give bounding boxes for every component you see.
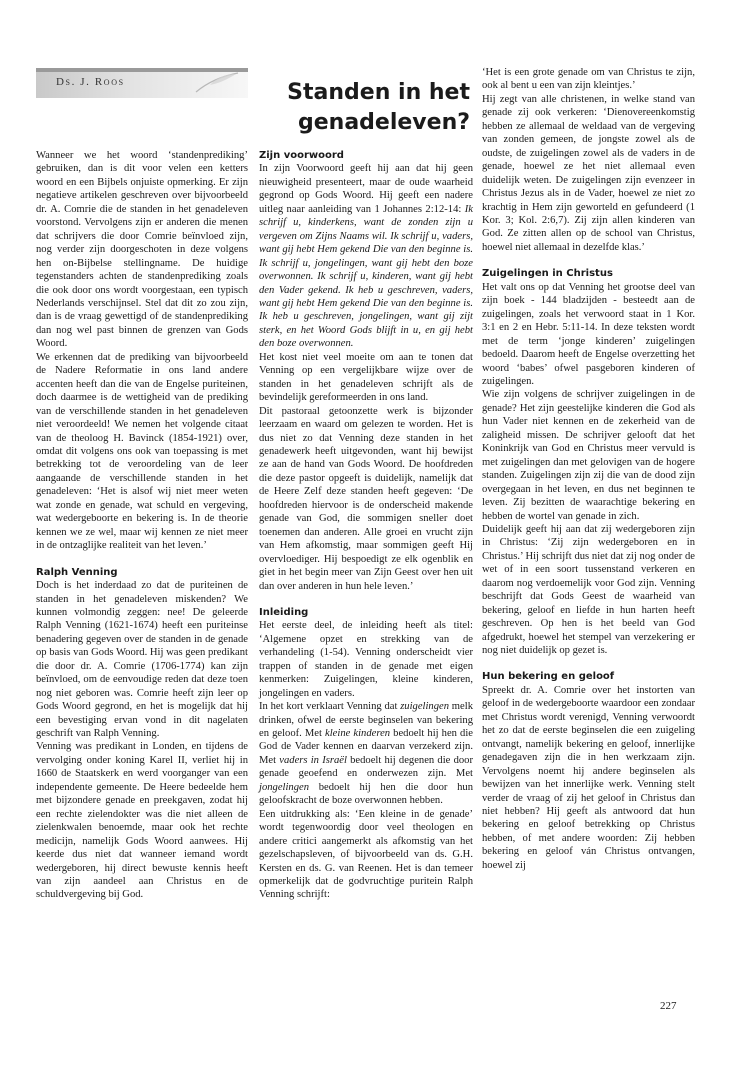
column-3	[482, 66, 695, 872]
emphasis: vaders in Israël	[279, 754, 347, 766]
paragraph: Een uitdrukking als: ‘Een kleine in de genade’ wordt tegenwoordig door veel theologen en andere critici aangemerkt als afkomstig van het gezelschapsleven, of bijvoorbeeld van ds. G.H. Kersten en ds. G. van Reenen. Het is dan temeer opmerkelijk dat de godvruchtige puritein Ralph Venning schrijft:	[259, 808, 473, 901]
text-run: In het kort verklaart Venning dat	[259, 701, 401, 713]
section-heading: Ralph Venning	[36, 566, 118, 578]
title-line-1: Standen in het	[287, 80, 470, 105]
paragraph: ‘Het is een grote genade om van Christus te zijn, ook al bent u een van zijn kleintjes.’	[482, 67, 695, 92]
paragraph	[259, 700, 473, 808]
paragraph: Duidelijk geeft hij aan dat zij wedergeboren zijn in Christus: ‘Zij zijn wedergeboren en in Christus.’ Hij schrijft dus niet dat zij nog onder de wet of in een soort tussenstand verkeren en daarom nog verdoemelijk voor God zijn. Venning beschrijft dat Gods Geest de waarheid van bekering, geloof en liefde in hun harten heeft geschreven. Op hen is het beeld van God afgedrukt, hoewel het stempel van verzekering er nog niet duidelijk op gezet is.	[482, 523, 695, 657]
paragraph: Het valt ons op dat Venning het grootse deel van zijn boek - 144 bladzijden - besteedt aan de zuigelingen, zoals het verwoord staat in 1 Kor. 3:1 en 2 en Hebr. 5:11-14. In deze teksten wordt met de term ‘jonge kinderen’ zuigelingen bedoeld. Daarom heeft de Engelse overzetting het woord ‘babes’ ofwel pasgeboren kinderen of zuigelingen.	[482, 281, 695, 387]
author-band	[36, 68, 248, 98]
column-1	[36, 149, 248, 902]
paragraph: Spreekt dr. A. Comrie over het instorten van geloof in de wedergeboorte waardoor een zondaar met Christus wordt verenigd, Venning verwoordt het zo dat de eerste beginselen die een zuigeling ontvangt, namelijk bekering en geloof, innerlijke genadegaven zijn die in hen werkzaam zijn. Vervolgens noemt hij andere beginselen als bewijzen van het innerlijke werk. Venning stelt verder de vraag of zij het geloof in Christus dan niet hebben? Hij geeft als antwoord dat hun bekering en geloof betrekking op Christus hebben, of met andere woorden: Zij hebben bekering en geloof ván Christus ontvangen, hoewel zij	[482, 684, 695, 871]
paragraph: Venning was predikant in Londen, en tijdens de vervolging onder koning Karel II, verliet hij in 1660 de Staatskerk en werd voorganger van een independente gemeente. De Heere bedeelde hem met bijzondere genade en preekgaven, zodat hij een rechte zielendokter was die niet alleen de zielenkwalen benoemde, maar ook het rechte medicijn, namelijk Gods Woord aanwees. Hij keerde dus niet dat wanneer iemand wordt wedergeboren, hij direct bewuste kennis heeft van zijn aandeel aan Christus en de schuldvergeving bij God.	[36, 741, 248, 901]
text-run: bedoelt hij degenen die door genade geoefend en onderwezen zijn. Met	[259, 754, 473, 780]
page-number: 227	[660, 1000, 677, 1012]
text-run: bedoelt hij hen die door hun geloofskracht de boze overwonnen hebben.	[259, 781, 473, 807]
section-heading: Zijn voorwoord	[259, 150, 344, 161]
text-run: In zijn Voorwoord geeft hij aan dat hij geen nieuwigheid presenteert, maar de oude waarheid gegrond op Gods Woord. Hij geeft een nadere uitleg naar aanleiding van 1 Johannes 2:12-14:	[259, 163, 473, 215]
emphasis: kleine kinderen	[325, 728, 391, 740]
author-name: Ds. J. Roos	[56, 76, 125, 88]
page-title	[230, 78, 470, 138]
title-line-2: genadeleven?	[298, 110, 470, 135]
column-2	[259, 149, 473, 902]
emphasis: zuigelingen	[400, 701, 450, 713]
paragraph	[259, 162, 473, 350]
scripture-quote: Ik schrijf u, kinderkens, want de zonden zijn u vergeven om Zijns Naams wil. Ik schrijf u, vaders, want gij hebt Hem gekend Die van den beginne is. Ik schrijf u, jongelingen, want gij hebt den boze overwonnen. Ik schrijf u, kinderen, want gij hebt den Vader gekend. Ik heb u geschreven, vaders, want gij hebt Hem gekend Die van den beginne is. Ik heb u geschreven, jongelingen, want gij zijt sterk, en het Woord Gods blijft in u, en gij hebt den boze overwonnen.	[259, 203, 473, 350]
section-heading: Inleiding	[259, 606, 309, 618]
paragraph: Dit pastoraal getoonzette werk is bijzonder leerzaam en waard om gelezen te worden. Het is dus niet zo dat Venning deze standen in het genadewerk heeft uitgevonden, want hij bewijst ze aan de hand van Gods Woord. De hoofdreden die deze pastor opgeeft is duidelijk, namelijk dat de Heere Zelf deze standen heeft gegeven: ‘De hoofdreden hiervoor is de onderscheid makende genade van God, die sommigen sneller doet toenemen dan anderen. Alle groei en vrucht zijn van Hem afkomstig, maar sommigen geeft Hij overvloediger. Hij bespoedigt ze elk ogenblik en giet in het begin meer van Zijn Geest over hen uit dan over anderen in hun hele leven.’	[259, 405, 473, 592]
emphasis: jongelingen	[259, 781, 310, 793]
text-run: melk drinken, ofwel de eerste beginselen van bekering en geloof. Met	[259, 701, 473, 740]
text-run: bedoelt hij hen die God de Vader kennen en daarvan verzekerd zijn. Met	[259, 728, 474, 766]
paragraph: Het eerste deel, de inleiding heeft als titel: ‘Algemene opzet en strekking van de verhandeling (1-54). Venning onderscheidt vier trappen of standen in de genade met eigen kenmerken: Zuigelingen, kleine kinderen, jongelingen en vaders.	[259, 620, 473, 699]
paragraph: Hij zegt van alle christenen, in welke stand van genade zij ook verkeren: ‘Dienovereenkomstig hebben ze allemaal de weldaad van de vergeving van zonden gemeen, de jongste zowel als de oudste, de zuigelingen zowel als de vaders in de genade, hoewel ze het niet allemaal even duidelijk weten. De zuigelingen zijn evenzeer in Christus Jezus als in de Vader, hoewel ze niet zo krachtig in Hem zijn geworteld en gefundeerd (1 Kor. 3; Kol. 2:6,7). Zij zijn allen kinderen van God. Ze zitten allen op de school van Christus, hoewel niet allemaal in dezelfde klas.’	[482, 93, 695, 253]
paragraph: Doch is het inderdaad zo dat de puriteinen de standen in het genadeleven miskenden? We kunnen volmondig zeggen: nee! De geleerde Ralph Venning (1621-1674) heeft een puriteinse benadering gegeven over de standen in de genade op basis van Gods Woord. Hij was geen predikant die door dr. A. Comrie (1706-1774) kan zijn beïnvloed, om de eenvoudige reden dat deze toen nog niet geboren was. Comrie heeft zijn leer op Gods Woord gegrond, en het is mogelijk dat hij een bevestiging ervan vond in dit nagelaten geschrift van Ralph Venning.	[36, 580, 248, 740]
section-heading: Hun bekering en geloof	[482, 671, 615, 683]
section-heading: Zuigelingen in Christus	[482, 268, 613, 280]
paragraph: Wanneer we het woord ‘standenprediking’ gebruiken, dan is dit voor velen een ketters woord en een Bijbels onjuiste opmerking. Er zijn negatieve artikelen geschreven over bijvoorbeeld dr. A. Comrie die de standen in het genadeleven voorstond. Vervolgens zijn er anderen die menen dat schrijvers die door Comrie beïnvloed zijn, nog verder zijn doorgeschoten in deze volgens hen on-Bijbelse stellingname. De huidige tegenstanders achten de standenprediking zoals die ook door ons wordt voorgestaan, een typisch Nederlands verschijnsel. Stel dat dit zo zou zijn, dan is de vraag gewettigd of de standenprediking dan nog wel past binnen de grenzen van Gods Woord.	[36, 150, 248, 350]
paragraph: Het kost niet veel moeite om aan te tonen dat Venning op een vergelijkbare wijze over de standen in het genadeleven schrijft als de bevindelijk gereformeerden in ons land.	[259, 351, 473, 404]
paragraph: We erkennen dat de prediking van bijvoorbeeld de Nadere Reformatie in ons land andere accenten heeft dan die van de Engelse puriteinen, doch daarmee is de wettigheid van de prediking van de verschillende standen in het genadeleven niet veroordeeld! We nemen het volgende citaat van de theoloog H. Bavinck (1854-1921) over, omdat dit volgens ons ook van toepassing is met betrekking tot de veroordeling van de leer aangaande de verschillende standen in het genadeleven: ‘Het is alsof wij niet meer weten wat zonde en genade, wat schuld en vergeving, wat wedergeboorte en bekering is. In de theorie kennen we ze wel, maar wij kennen ze niet meer in de ontzaglijke realiteit van het leven.’	[36, 351, 248, 552]
paragraph: Wie zijn volgens de schrijver zuigelingen in de genade? Het zijn geestelijke kinderen die God als hun Vader niet kennen en de zekerheid van de zaligheid missen. De schrijver gelooft dat het Koninkrijk van God en Christus meer vervuld is met zuigelingen dan met gelovigen van de hogere standen. Zuigelingen zijn zij die van de dood zijn overgegaan in het leven, en dus net beginnen te leven. Zij bezitten de waarachtige bekering en hebben de wortel van genade in zich.	[482, 389, 695, 522]
